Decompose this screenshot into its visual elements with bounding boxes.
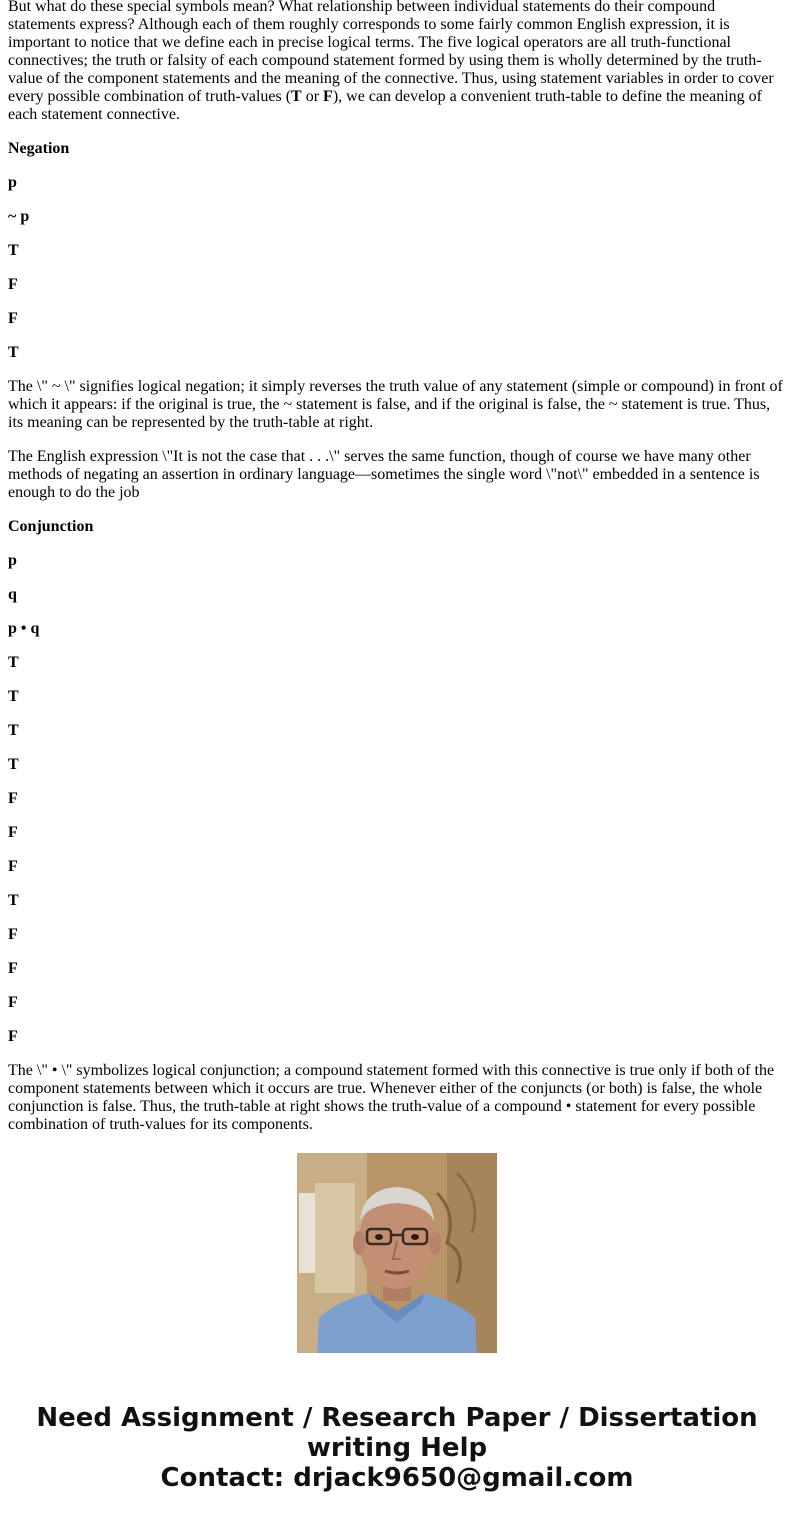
negation-heading: Negation: [8, 140, 70, 157]
conjunction-table-cell: F: [8, 824, 18, 841]
conjunction-table-cell: p • q: [8, 620, 40, 637]
negation-truth-table: [8, 174, 786, 362]
intro-or-word: or: [301, 88, 324, 105]
contact-email-line: Contact: drjack9650@gmail.com: [160, 1463, 634, 1493]
intro-false-symbol: F: [323, 88, 333, 105]
author-portrait-image: [297, 1153, 497, 1353]
contact-banner-line-2: writing Help: [306, 1433, 488, 1463]
conjunction-table-cell: F: [8, 858, 18, 875]
conjunction-table-cell: F: [8, 926, 18, 943]
negation-table-cell: ~ p: [8, 208, 30, 225]
author-avatar: [297, 1153, 497, 1353]
negation-table-cell: T: [8, 242, 19, 259]
intro-paragraph: [8, 0, 786, 124]
negation-paragraph: The \" ~ \" signifies logical negation; it simply reverses the truth value of any statement (simple or compound) in front of which it appears: if the original is true, the ~ statement is false, and if the original is false, the ~ statement is true. Thus, its meaning can be represented by the truth-table at right.: [8, 378, 783, 431]
negation-table-cell: F: [8, 276, 18, 293]
negation-table-cell: F: [8, 310, 18, 327]
contact-banner: [0, 1403, 794, 1493]
negation-english-paragraph: The English expression \"It is not the case that . . .\" serves the same function, though of course we have many other methods of negating an assertion in ordinary language—sometimes the single word \"not\" embedded in a sentence is enough to do the job: [8, 448, 760, 501]
negation-table-cell: T: [8, 344, 19, 361]
contact-banner-line-1: Need Assignment / Research Paper / Dissertation: [36, 1403, 758, 1433]
conjunction-table-cell: T: [8, 722, 19, 739]
conjunction-table-cell: T: [8, 892, 19, 909]
conjunction-table-cell: F: [8, 960, 18, 977]
conjunction-table-cell: q: [8, 586, 17, 603]
conjunction-table-cell: T: [8, 688, 19, 705]
conjunction-table-cell: T: [8, 756, 19, 773]
conjunction-truth-table: [8, 552, 786, 1046]
conjunction-table-cell: F: [8, 790, 18, 807]
conjunction-heading: Conjunction: [8, 518, 94, 535]
conjunction-table-cell: T: [8, 654, 19, 671]
conjunction-table-cell: F: [8, 1028, 18, 1045]
conjunction-table-cell: p: [8, 552, 17, 569]
intro-true-symbol: T: [291, 88, 302, 105]
conjunction-table-cell: F: [8, 994, 18, 1011]
negation-table-cell: p: [8, 174, 17, 191]
article-content: [8, 0, 786, 1133]
intro-text-start: But what do these special symbols mean? What relationship between individual statements do their compound statements express? Although each of them roughly corresponds to some fairly common English expression, it is important to notice that we define each in precise logical terms. The five logical operators are all truth-functional connectives; the truth or falsity of each compound statement formed by using them is wholly determined by the truth-value of the component statements and the meaning of the connective. Thus, using statement variables in order to cover every possible combination of truth-values (: [8, 0, 774, 105]
conjunction-paragraph: The \" • \" symbolizes logical conjunction; a compound statement formed with this connective is true only if both of the component statements between which it occurs are true. Whenever either of the conjuncts (or both) is false, the whole conjunction is false. Thus, the truth-table at right shows the truth-value of a compound • statement for every possible combination of truth-values for its components.: [8, 1062, 775, 1133]
intro-text-end: ), we can develop a convenient truth-table to define the meaning of each statement connective.: [8, 88, 762, 123]
